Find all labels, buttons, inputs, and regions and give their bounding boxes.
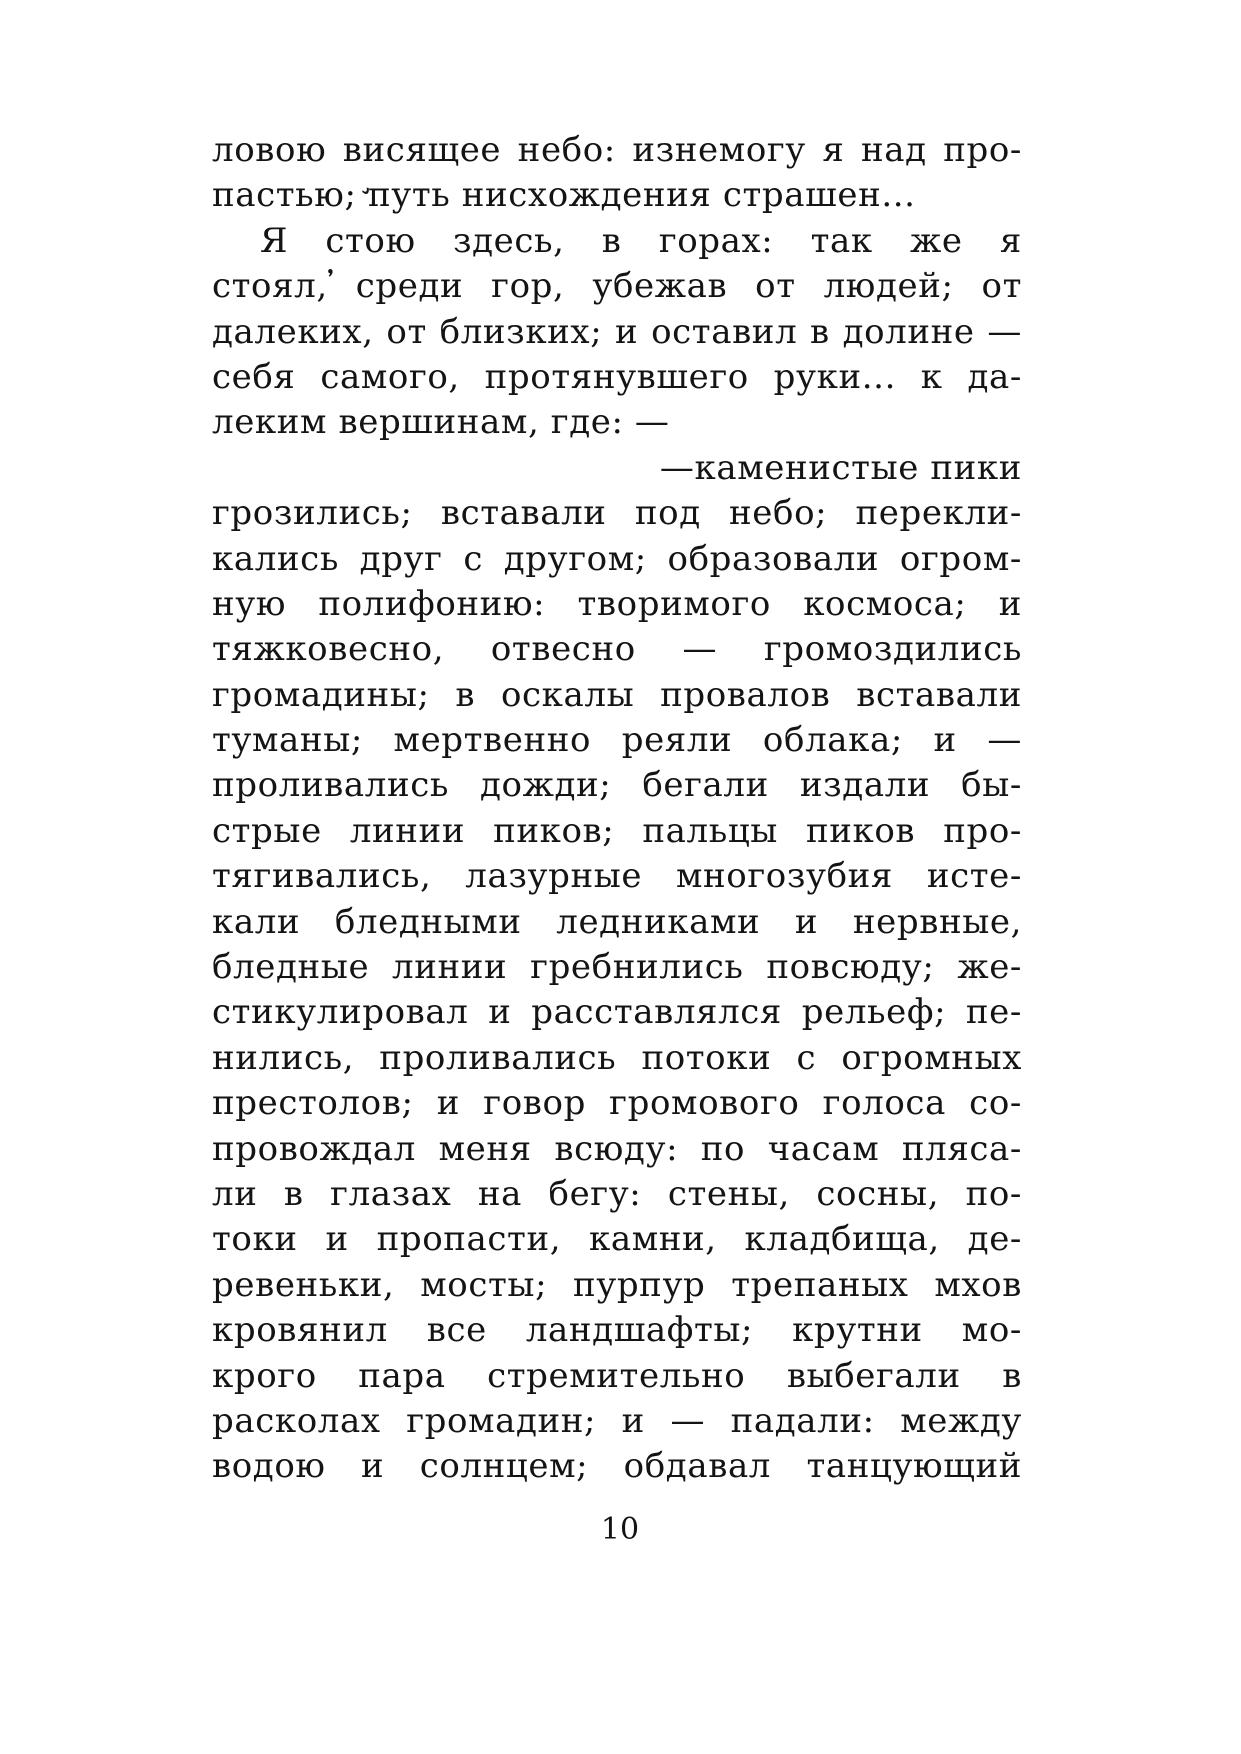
text-line: леким вершинам, где: —	[212, 402, 670, 443]
page-number: 10	[600, 1512, 640, 1547]
text-line: бледные линии гребнились повсюду; же-	[212, 947, 1022, 988]
text-line: стикулировал и расставлялся рельеф; пе-	[212, 992, 1022, 1033]
text-line: токи и пропасти, камни, кладбища, де-	[212, 1219, 1022, 1260]
text-line: провождал меня всюду: по часам пляса-	[212, 1128, 1022, 1169]
text-line: нились, проливались потоки с огромных	[212, 1037, 1022, 1078]
text-line: расколах громадин; и — падали: между	[212, 1400, 1022, 1441]
text-line: ловою висящее небо: изнемогу я над про-	[212, 130, 1022, 170]
text-line: крого пара стремительно выбегали в	[212, 1355, 1022, 1396]
text-line: кали бледными ледниками и нервные,	[212, 901, 1022, 942]
text-line: стрые линии пиков; пальцы пиков про-	[212, 810, 1022, 851]
text-line: Я стою здесь, в горах: так же я	[260, 220, 1022, 261]
text-line: ную полифонию: творимого космоса; и	[212, 583, 1022, 624]
text-line: кались друг с другом; образовали огром-	[212, 538, 1022, 579]
text-line: себя самого, протянувшего руки... к да-	[212, 356, 1022, 397]
text-line: туманы; мертвенно реяли облака; и —	[212, 720, 1022, 761]
text-line: ревеньки, мосты; пурпур трепаных мхов	[212, 1264, 1022, 1305]
text-line: кровянил все ландшафты; крутни мо-	[212, 1310, 1022, 1351]
text-line: проливались дожди; бегали издали бы-	[212, 765, 1022, 806]
text-line: громадины; в оскалы провалов вставали	[212, 674, 1022, 715]
text-line: ли в глазах на бегу: стены, сосны, по-	[212, 1173, 1022, 1214]
text-line: водою и солнцем; обдавал танцующий	[212, 1446, 1022, 1487]
text-line: тяжковесно, отвесно — громоздились	[212, 629, 1022, 670]
text-line: престолов; и говор громового голоса со-	[212, 1083, 1022, 1124]
text-line: стоял, ̓среди гор, убежав от людей; от	[212, 266, 1022, 307]
text-line: далеких, от близких; и оставил в долине —	[212, 311, 1022, 352]
text-line: тягивались, лазурные многозубия исте-	[212, 856, 1022, 897]
text-line: пастью; ̛путь нисхождения страшен...	[212, 175, 916, 216]
page-text	[212, 128, 1022, 1490]
text-line: —каменистые пики	[659, 447, 1022, 488]
text-line: грозились; вставали под небо; перекли-	[212, 493, 1022, 534]
